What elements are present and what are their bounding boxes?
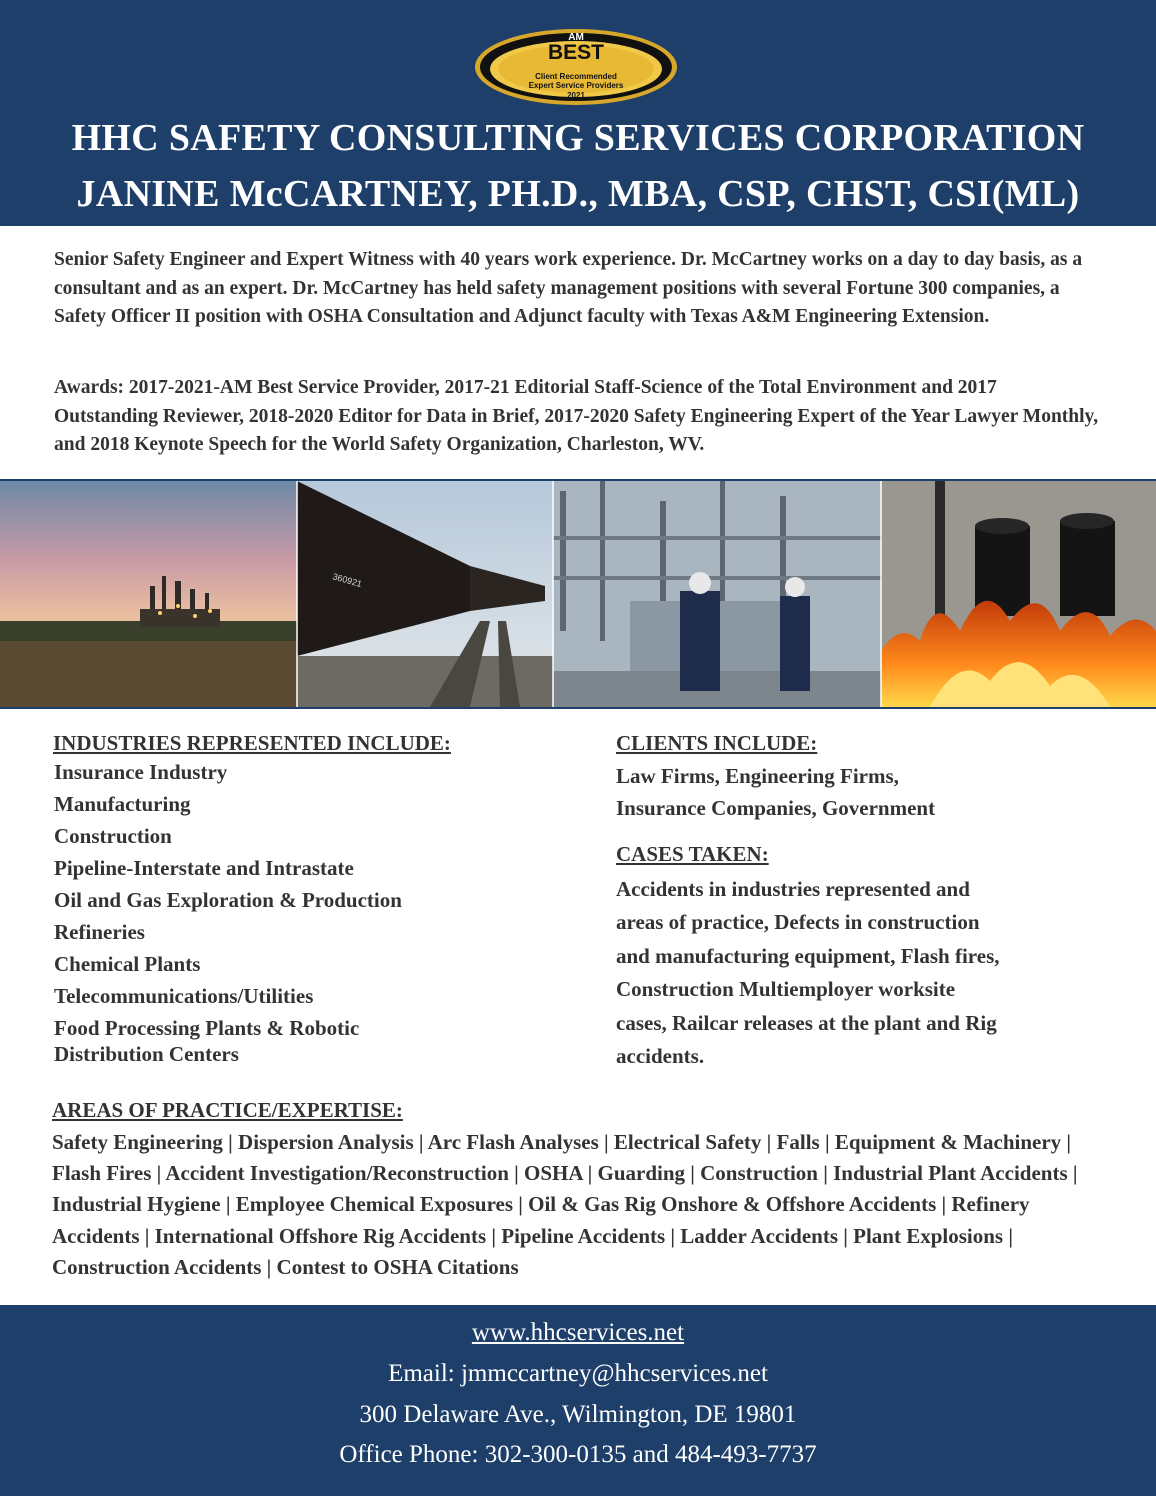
badge-line2: Expert Service Providers <box>528 81 624 90</box>
list-item: Construction <box>54 824 172 848</box>
photo-fire <box>881 481 1156 707</box>
list-item: Oil and Gas Exploration & Production <box>54 888 402 912</box>
website-link[interactable]: www.hhcservices.net <box>471 1319 685 1346</box>
badge-top-label: AM <box>568 32 584 43</box>
person-name-credentials: JANINE McCARTNEY, PH.D., MBA, CSP, CHST, CSI(ML) <box>76 173 1080 215</box>
list-item: Food Processing Plants & Robotic Distribution Centers <box>54 1016 360 1066</box>
industries-list <box>54 759 574 1073</box>
badge-year: 2021 <box>567 91 585 100</box>
badge-line1: Client Recommended <box>535 72 617 81</box>
photo-plant-workers <box>553 481 881 707</box>
phone-line: Office Phone: 302-300-0135 and 484-493-7737 <box>339 1441 817 1468</box>
list-item: Telecommunications/Utilities <box>54 984 314 1008</box>
clients-heading: CLIENTS INCLUDE: <box>616 731 818 755</box>
list-item: Manufacturing <box>54 792 191 816</box>
areas-heading: AREAS OF PRACTICE/EXPERTISE: <box>52 1098 403 1122</box>
cases-text: Accidents in industries represented and areas of practice, Defects in construction and manufacturing equipment, Flash fires, Construction Multiemployer worksite cases, Railcar releases at the plant and Rig accidents. <box>616 877 1000 1069</box>
photo-refinery-dusk <box>0 481 297 707</box>
am-best-badge <box>474 28 678 106</box>
areas-text: Safety Engineering | Dispersion Analysis | Arc Flash Analyses | Electrical Safety | Falls | Equipment & Machinery | Flash Fires | Accident Investigation/Reconstruction | OSHA | Guarding | Construction | Industrial Plant Accidents | Industrial Hygiene | Employee Chemical Exposures | Oil & Gas Rig Onshore & Offshore Accidents | Refinery Accidents | International Offshore Rig Accidents | Pipeline Accidents | Ladder Accidents | Plant Explosions | Construction Accidents | Contest to OSHA Citations <box>52 1130 1078 1279</box>
bio-paragraph: Senior Safety Engineer and Expert Witness with 40 years work experience. Dr. McCartney works on a day to day basis, as a consultant and as an expert. Dr. McCartney has held safety management positions with several Fortune 300 companies, a Safety Officer II position with OSHA Consultation and Adjunct faculty with Texas A&M Engineering Extension. <box>54 249 1083 327</box>
clients-text: Law Firms, Engineering Firms, Insurance Companies, Government <box>616 764 936 820</box>
photo-railcars <box>297 481 553 707</box>
industries-heading: INDUSTRIES REPRESENTED INCLUDE: <box>53 731 451 755</box>
address-line: 300 Delaware Ave., Wilmington, DE 19801 <box>359 1401 797 1428</box>
awards-paragraph: Awards: 2017-2021-AM Best Service Provider, 2017-21 Editorial Staff-Science of the Total Environment and 2017 Outstanding Reviewer, 2018-2020 Editor for Data in Brief, 2017-2020 Safety Engineering Expert of the Year Lawyer Monthly, and 2018 Keynote Speech for the World Safety Organization, Charleston, WV. <box>54 377 1099 455</box>
list-item: Refineries <box>54 920 145 944</box>
cases-heading: CASES TAKEN: <box>616 842 769 866</box>
photo-strip <box>0 479 1156 709</box>
list-item: Insurance Industry <box>54 760 228 784</box>
list-item: Pipeline-Interstate and Intrastate <box>54 856 354 880</box>
railcar-number: 360921 <box>331 571 364 590</box>
footer-banner <box>0 1305 1156 1496</box>
email-line[interactable]: Email: jmmccartney@hhcservices.net <box>388 1360 768 1387</box>
company-name: HHC SAFETY CONSULTING SERVICES CORPORATION <box>71 117 1085 159</box>
badge-brand: BEST <box>547 41 605 64</box>
header-banner <box>0 0 1156 226</box>
list-item: Chemical Plants <box>54 952 201 976</box>
